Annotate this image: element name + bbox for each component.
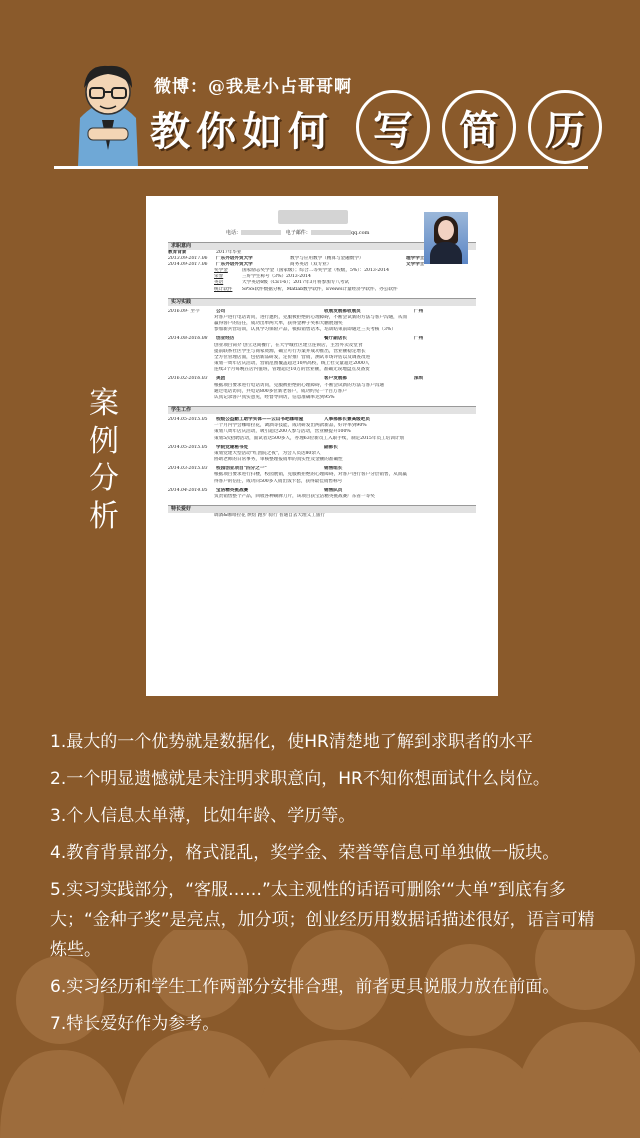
entry-line: 创业项目简介 创立这间餐厅，在大学城社区建立连锁店，主营外卖及堂食	[214, 342, 363, 348]
entry-org: 宝洁精英挑战赛	[216, 487, 249, 493]
title-circles	[356, 90, 606, 166]
edu-degree: 理学学士	[406, 255, 425, 261]
resume-photo	[424, 212, 468, 264]
entry-date: 2016.02-2016.03	[168, 376, 208, 382]
resume-name-blurred	[278, 210, 348, 224]
entry-line: 提前联系社区学生与商家资源，确立可行方案并成功推出，营业额稳定增长	[214, 348, 366, 354]
resume-hobby: 调酒&咖啡拉花 烘焙 跑步 骑行 普通自去大理义工旅行	[214, 512, 325, 518]
entry-org: 校级公益勤工助学实体——云山书吧咖啡屋	[216, 416, 304, 422]
resume-section-hobby: 特长爱好	[168, 505, 476, 513]
header	[0, 0, 640, 175]
edu-date: 2014.09-2017.06	[168, 261, 208, 267]
resume-contact: 电话： 电子邮件： qq.com	[226, 230, 370, 236]
entry-line: 根据项目要求进行扫楼，校园展销，克服被拒绝的心理障碍，对客户进行客户分层销售，从而赢	[214, 472, 407, 478]
entry-date: 2014.04-2014.05	[168, 487, 208, 493]
entry-line: 连续3个月每晚在店内值班，管理超过10万的营业额，准确无误地盘点及备货	[214, 367, 370, 373]
edu-degree: 文学学士	[406, 261, 425, 267]
entry-org: 校园创业项目"四分之一"	[216, 466, 267, 472]
title-circle-2: 简	[442, 90, 516, 164]
entry-line: 策划党建大型活动"红团院之夜"，为会人员达80余人	[214, 450, 321, 456]
entry-org: 创业经历	[216, 336, 235, 342]
edu-bullet-tag: 荣誉	[214, 274, 224, 280]
entry-line: 策划一周年店庆活动，营销范围覆盖超过10所高校，线上社交量超过2000人	[214, 361, 370, 367]
entry-line: 全方位管理店面，包括新品研发，定价推广营销，测试市场评估以及调查改进	[214, 354, 371, 360]
edu-bullet-text: 大学英语6级（CET-6）；2017年3月将参加专八考试	[242, 280, 350, 286]
analysis-point: 4.教育背景部分，格式混乱，奖学金、荣誉等信息可单独做一版块。	[50, 843, 560, 863]
cartoon-avatar-icon	[66, 58, 150, 166]
entry-city: 深圳	[414, 376, 424, 382]
edu-bullet-tag: 英语	[214, 280, 224, 286]
entry-line: 一个月内学会咖啡拉花，调酒等技能，成功研发出两款新品，好评率到90%	[214, 423, 367, 429]
resume-edu-title: 教育背景 2017年毕业	[168, 249, 242, 255]
edu-school: 广东外语外贸大学	[216, 255, 253, 261]
entry-date: 2014.05-2015.05	[168, 444, 208, 450]
entry-line: 得客户的信任，成功向500多人销出饭卡套，获得最佳销售称号	[214, 478, 343, 484]
resume-student-work	[168, 417, 476, 500]
analysis-point: 6.实习经历和学生工作两部分安排合理，前者更具说服力放在前面。	[50, 977, 560, 997]
entry-org: 学院党建秘书处	[216, 444, 249, 450]
title-circle-1: 写	[356, 90, 430, 164]
title-circle-3: 历	[528, 90, 602, 164]
entry-date: 2014.05-2015.05	[168, 416, 208, 422]
entry-city: 广州	[414, 336, 424, 342]
resume-practice	[168, 309, 476, 402]
entry-role: 客户发展部	[324, 376, 347, 382]
entry-role: 人事部部长兼高级吧员	[324, 416, 370, 422]
edu-school: 广东外语外贸大学	[216, 261, 253, 267]
edu-bullet-text: 国家励志奖学金（国家级）；综合二等奖学金（校级，5%）：2013-2014	[242, 268, 390, 274]
resume-section-student: 学生工作	[168, 406, 476, 414]
analysis-points	[50, 727, 598, 1046]
entry-line: 协助老师的日常事务，审核整理报销单的真实性及金额的准确性	[214, 457, 343, 463]
edu-date: 2013.09-2017.06	[168, 255, 208, 261]
entry-line: 根据项目要求进行电话访问，克服被拒绝的心理障碍，不断尝试新的方法与客户沟通	[214, 382, 384, 388]
entry-role: 餐厅副店长	[324, 336, 347, 342]
edu-major: 数学与应用数学（精算与金融数学）	[290, 255, 364, 261]
resume-edu-bullet	[168, 287, 476, 293]
entry-date: 2014.03-2015.03	[168, 466, 208, 472]
analysis-point: 7.特长爱好作为参考。	[50, 1014, 220, 1034]
edu-major: 商务英语（双专业）	[290, 261, 332, 267]
entry-org: 美团	[216, 376, 226, 382]
entry-role: 副部长	[324, 444, 338, 450]
analysis-point: 2.一个明显遗憾就是未注明求职意向，HR不知你想面试什么岗位。	[50, 769, 550, 789]
entry-role: 销售组长	[324, 466, 343, 472]
edu-bullet-tag: 统计软件	[214, 286, 233, 292]
resume-sample	[146, 196, 498, 696]
entry-line: 策划5次招聘活动，面试者达500多人，办理63位新员工入职手续，制定2015年员工培训计划	[214, 435, 405, 441]
edu-bullet-text: SPSS软件数据分析，Matlab数学软件，Eveiws计量经济学软件、办公软件	[242, 286, 398, 292]
entry-line: 负责销售整个产品，回收各种刷牌刀片，该项目获宝洁精英挑战赛广东省一等奖	[214, 494, 375, 499]
entry-line: 赢得客户的信任，成功出单两大单，获得金种子奖和大鹏展翅奖	[214, 320, 343, 326]
entry-line: 策划八周年店庆活动，吸引超过200人参与活动，营业额提升100%	[214, 429, 351, 435]
entry-line: 参加新兵营培训，认真学习保险产品，模拟销售话术，培训结束前即通过三关考核（3%）	[214, 327, 396, 333]
entry-role: 收展发展部收展员	[324, 308, 361, 314]
page-title: 教你如何	[150, 109, 334, 155]
side-label: 案例分析	[89, 386, 119, 534]
entry-date: 2016.09- 至今	[168, 308, 200, 314]
weibo-handle: 微博：@我是小占哥哥啊	[154, 77, 352, 97]
analysis-point: 3.个人信息太单薄，比如年龄、学历等。	[50, 806, 356, 826]
entry-line: 认真记录客户真实意见，经督导回访，信息准确率达到95%	[214, 395, 335, 400]
entry-line: 对客户进行电话访问，进行邀约，克服被拒绝的心理障碍，不断尝试新的方法与客户沟通，从而	[214, 314, 407, 320]
entry-line: 通过电话访问，共电话800多位新老客户，成功约见一个百万客户	[214, 388, 347, 394]
analysis-point: 1.最大的一个优势就是数据化，使HR清楚地了解到求职者的水平	[50, 732, 533, 752]
edu-bullet-text: 三好学生称号（3%）2013-2014	[242, 274, 311, 280]
entry-role: 销售队员	[324, 487, 343, 493]
resume-section-job: 求职意向	[168, 242, 476, 250]
entry-org: 公司	[216, 308, 226, 314]
analysis-point: 5.实习实践部分，“客服……”太主观性的话语可删除‘“大单”到底有多大；“金种子奖”是亮点，加分项；创业经历用数据话描述很好，语言可精炼些。	[50, 880, 595, 960]
edu-bullet-tag: 奖学金	[214, 268, 228, 274]
entry-city: 广州	[414, 308, 424, 314]
header-divider	[54, 166, 588, 169]
entry-date: 2014.08-2016.08	[168, 336, 208, 342]
resume-section-practice: 实习实践	[168, 298, 476, 306]
